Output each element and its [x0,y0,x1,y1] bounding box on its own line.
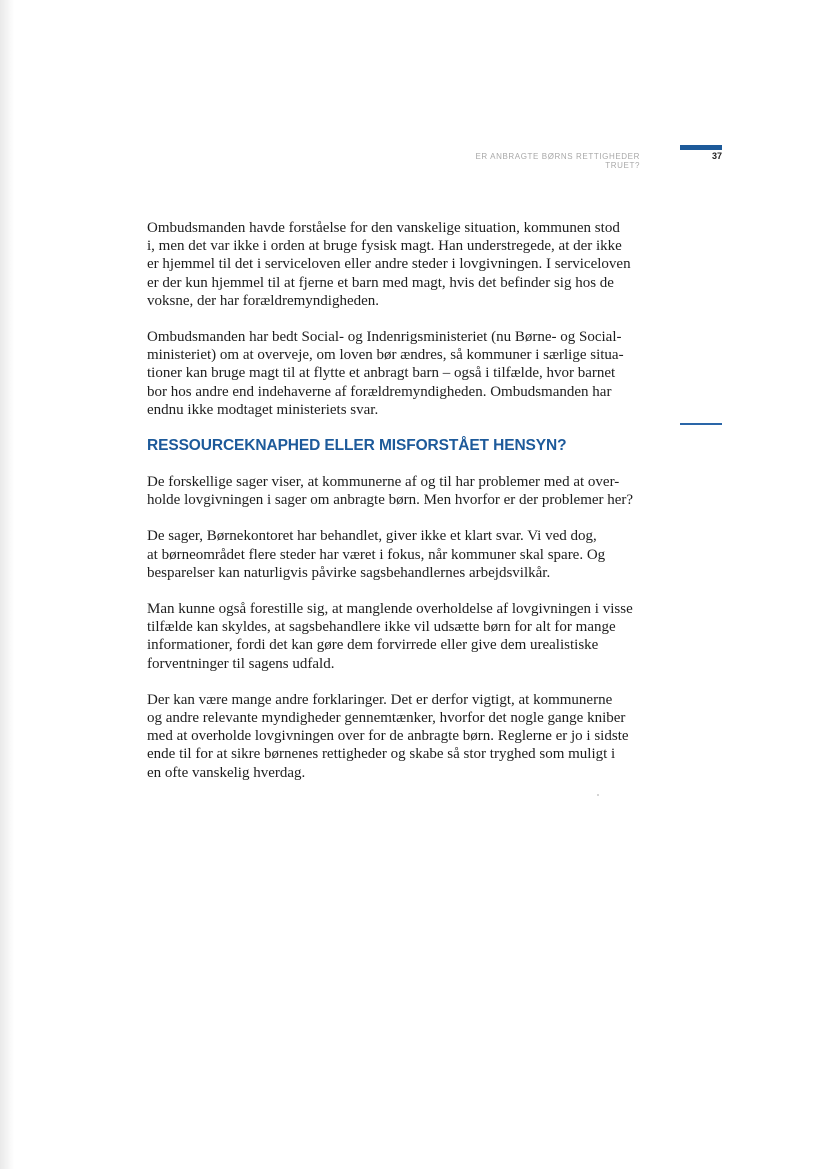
body-paragraph: De sager, Børnekontoret har behandlet, giver ikke et klart svar. Vi ved dog, at børneområdet flere steder har været i fokus, når kommuner skal spare. Og besparelser kan naturligvis påvirke sagsbehandlernes arbejdsvilkår. [147,528,606,581]
page-number: 37 [711,151,722,161]
section-heading: RESSOURCEKNAPHED ELLER MISFORSTÅET HENSYN? [147,437,567,455]
scan-speck [597,794,599,796]
body-paragraph: Der kan være mange andre forklaringer. Det er derfor vigtigt, at kommunerne og andre relevante myndigheder gennemtænker, hvorfor det nogle gange kniber med at overholde lovgivningen over for de anbragte børn. Reglerne er jo i sidste ende til for at sikre børnenes rettigheder og skabe så stor tryghed som muligt i en ofte vanskelig hverdag. [147,691,629,781]
body-paragraph: De forskellige sager viser, at kommunerne af og til har problemer med at over- holde lovgivningen i sager om anbragte børn. Men hvorfor er der problemer her? [147,474,634,509]
page-body [147,219,642,800]
page-edge-shadow [0,0,14,1169]
running-header: ER ANBRAGTE BØRNS RETTIGHEDER TRUET? [475,152,640,170]
header-accent-bar [680,145,722,150]
body-paragraph: Ombudsmanden havde forståelse for den vanskelige situation, kommunen stod i, men det var ikke i orden at bruge fysisk magt. Han understregede, at der ikke er hjemmel til det i serviceloven eller andre steder i lovgivningen. I serviceloven er der kun hjemmel til at fjerne et barn med magt, hvis det befinder sig hos de voksne, der har forældremyndigheden. [147,220,631,309]
margin-accent-rule [680,423,722,425]
body-paragraph: Man kunne også forestille sig, at manglende overholdelse af lovgivningen i visse tilfælde kan skyldes, at sagsbehandlere ikke vil udsætte børn for alt for mange informationer, fordi det kan gøre dem forvirrede eller give dem urealistiske forventninger til sagens udfald. [147,601,633,672]
body-paragraph: Ombudsmanden har bedt Social- og Indenrigsministeriet (nu Børne- og Social- ministeriet) om at overveje, om loven bør ændres, så kommuner i særlige situa- tioner kan bruge magt til at flytte et anbragt barn – også i tilfælde, hvor barnet bor hos andre end indehaverne af forældremyndigheden. Ombudsmanden har endnu ikke modtaget ministeriets svar. [147,329,624,418]
